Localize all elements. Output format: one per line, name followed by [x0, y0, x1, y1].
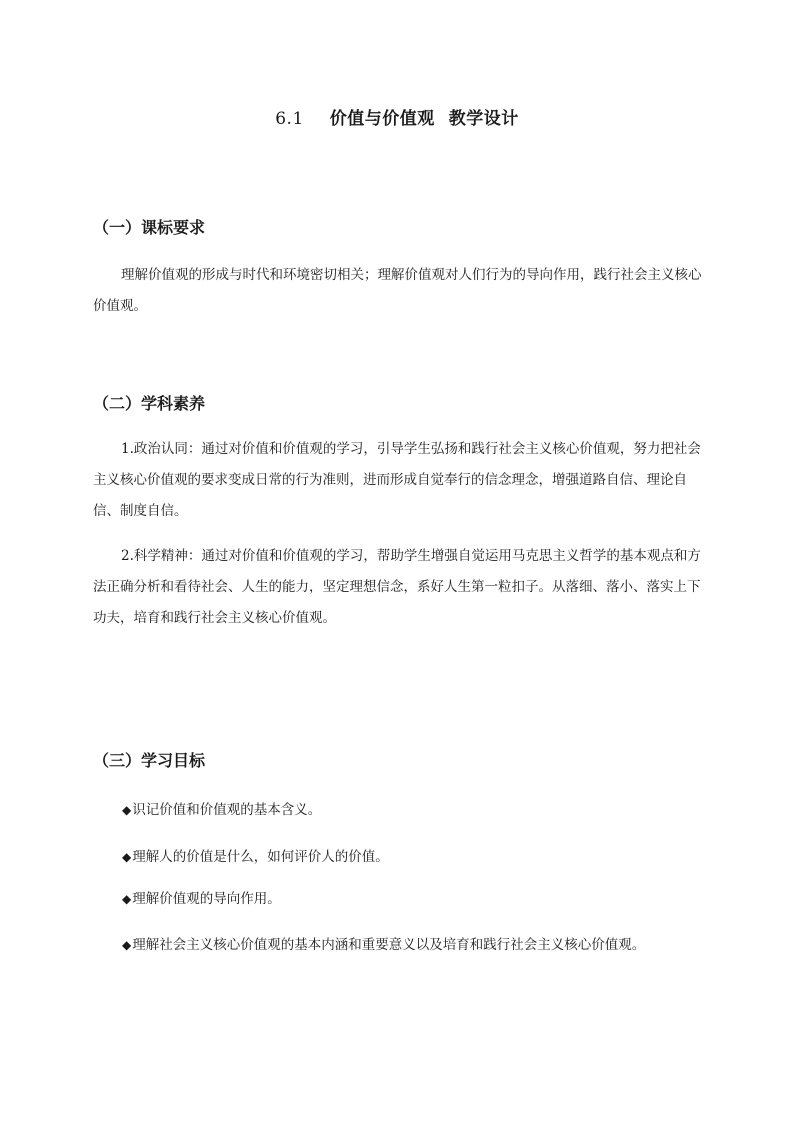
diamond-bullet-icon: ◆ [122, 938, 132, 952]
diamond-bullet-icon: ◆ [122, 803, 132, 817]
goal-text: 识记价值和价值观的基本含义。 [132, 802, 322, 818]
goal-item [122, 845, 389, 865]
title-main: 价值与价值观 [329, 109, 435, 129]
title-sub: 教学设计 [448, 109, 519, 129]
goal-item [122, 887, 281, 907]
literacy-item-political: 1.政治认同：通过对价值和价值观的学习，引导学生弘扬和践行社会主义核心价值观，努力把社会主义核心价值观的要求变成日常的行为准则，进而形成自觉奉行的信念理念，增强道路自信、理论自信、制度自信。 [93, 441, 701, 519]
goal-text: 理解社会主义核心价值观的基本内涵和重要意义以及培育和践行社会主义核心价值观。 [132, 937, 646, 953]
section-heading-literacy: （二）学科素养 [93, 394, 206, 413]
literacy-item-science: 2.科学精神：通过对价值和价值观的学习，帮助学生增强自觉运用马克思主义哲学的基本观点和方法正确分析和看待社会、人生的能力，坚定理想信念，系好人生第一粒扣子。从落细、落小、落实上下功夫，培育和践行社会主义核心价值观。 [93, 548, 701, 626]
goal-text: 理解价值观的导向作用。 [132, 891, 281, 907]
section-heading-curriculum: （一）课标要求 [93, 218, 206, 237]
curriculum-paragraph: 理解价值观的形成与时代和环境密切相关；理解价值观对人们行为的导向作用，践行社会主义核心价值观。 [93, 267, 702, 314]
title-number: 6.1 [275, 109, 304, 129]
goal-item [122, 933, 645, 953]
diamond-bullet-icon: ◆ [122, 892, 132, 906]
diamond-bullet-icon: ◆ [122, 850, 132, 864]
goal-text: 理解人的价值是什么，如何评价人的价值。 [132, 849, 389, 865]
goal-item [122, 798, 321, 818]
page-title [0, 104, 794, 129]
section-heading-goals: （三）学习目标 [93, 751, 206, 770]
